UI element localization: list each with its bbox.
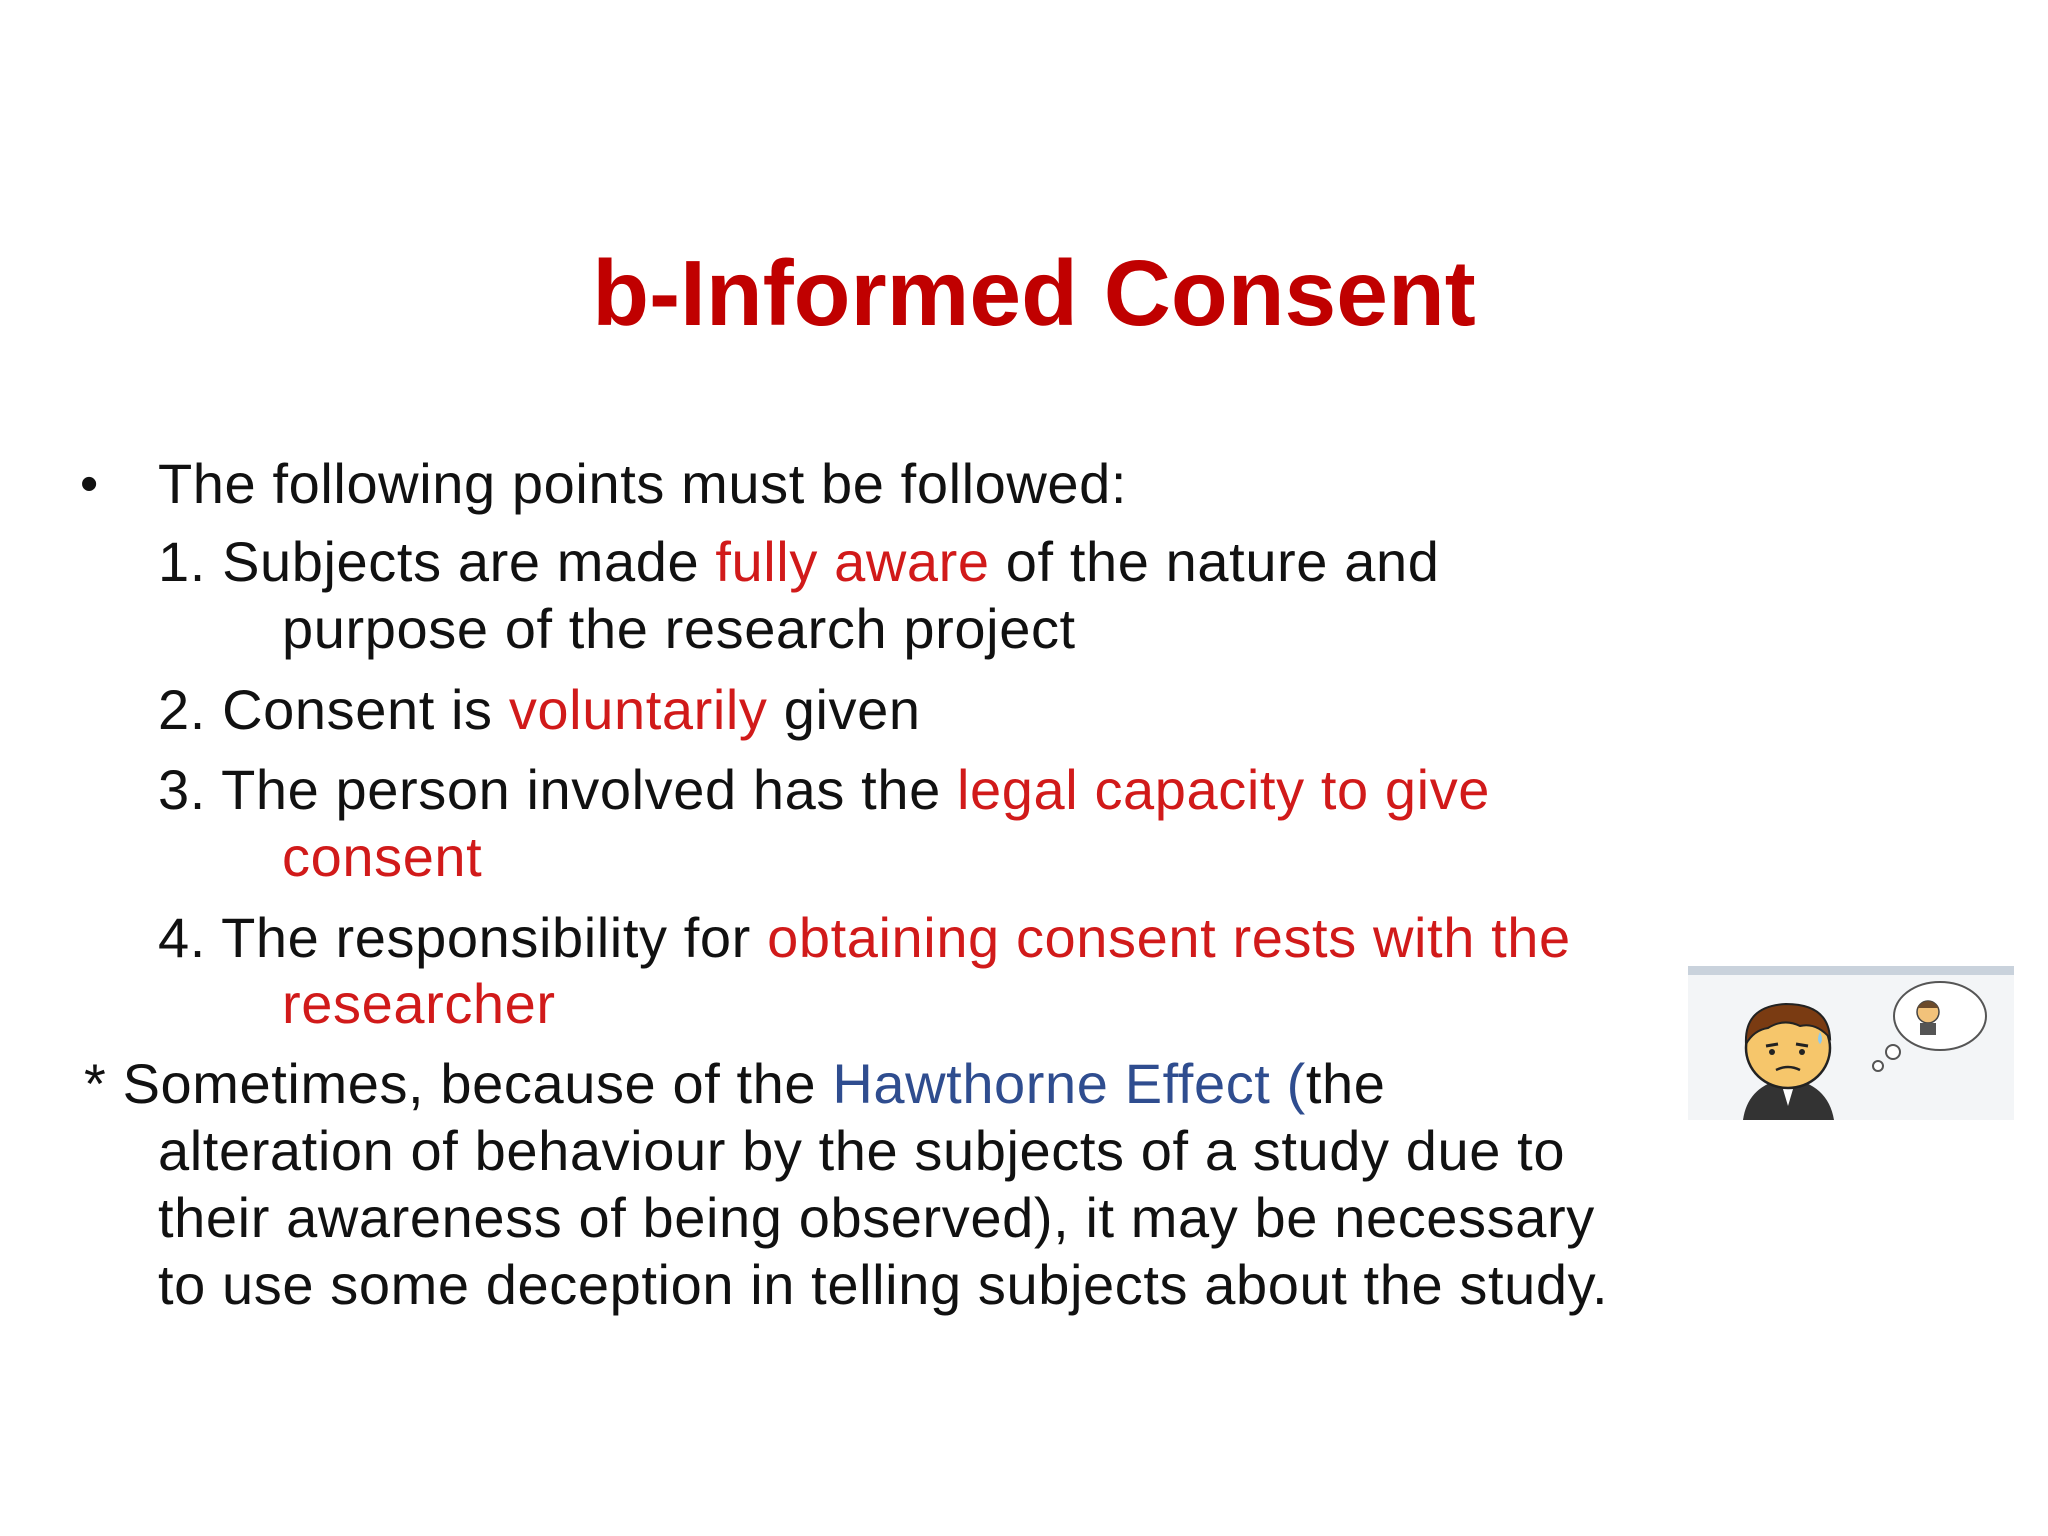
item-highlight: voluntarily bbox=[508, 678, 768, 741]
list-item bbox=[158, 530, 1439, 594]
note-text: the bbox=[1305, 1052, 1386, 1115]
note-line: alteration of behaviour by the subjects of a study due to bbox=[158, 1119, 1566, 1182]
list-item bbox=[158, 906, 1571, 970]
bullet-dot: • bbox=[80, 455, 99, 513]
item-highlight: obtaining consent rests with the bbox=[767, 906, 1571, 969]
item-number: 2. bbox=[158, 678, 206, 741]
item-text: given bbox=[767, 678, 921, 741]
item-continuation: researcher bbox=[282, 972, 556, 1035]
item-text: The responsibility for bbox=[221, 906, 768, 969]
note-line: their awareness of being observed), it may be necessary bbox=[158, 1186, 1595, 1249]
note-star: * bbox=[84, 1052, 107, 1115]
cartoon-thumbnail bbox=[1688, 966, 2014, 1120]
item-number: 3. bbox=[158, 758, 206, 821]
item-text: The person involved has the bbox=[221, 758, 957, 821]
item-number: 1. bbox=[158, 530, 206, 593]
intro-text: The following points must be followed: bbox=[158, 452, 1128, 515]
item-continuation: consent bbox=[282, 825, 483, 888]
slide-title: b-Informed Consent bbox=[592, 241, 1476, 345]
note-text: Sometimes, because of the bbox=[122, 1052, 833, 1115]
note-highlight: Hawthorne Effect ( bbox=[832, 1052, 1306, 1115]
item-number: 4. bbox=[158, 906, 206, 969]
item-text: Subjects are made bbox=[222, 530, 716, 593]
list-item bbox=[158, 758, 1490, 822]
item-text: Consent is bbox=[222, 678, 509, 741]
thinking-cartoon-man-icon bbox=[1688, 966, 2014, 1120]
item-highlight: fully aware bbox=[715, 530, 990, 593]
note-first-line bbox=[84, 1052, 1386, 1116]
item-text: of the nature and bbox=[989, 530, 1440, 593]
item-highlight: legal capacity to give bbox=[956, 758, 1491, 821]
list-item bbox=[158, 678, 921, 742]
note-line: to use some deception in telling subjects about the study. bbox=[158, 1253, 1609, 1316]
item-continuation: purpose of the research project bbox=[282, 597, 1076, 660]
